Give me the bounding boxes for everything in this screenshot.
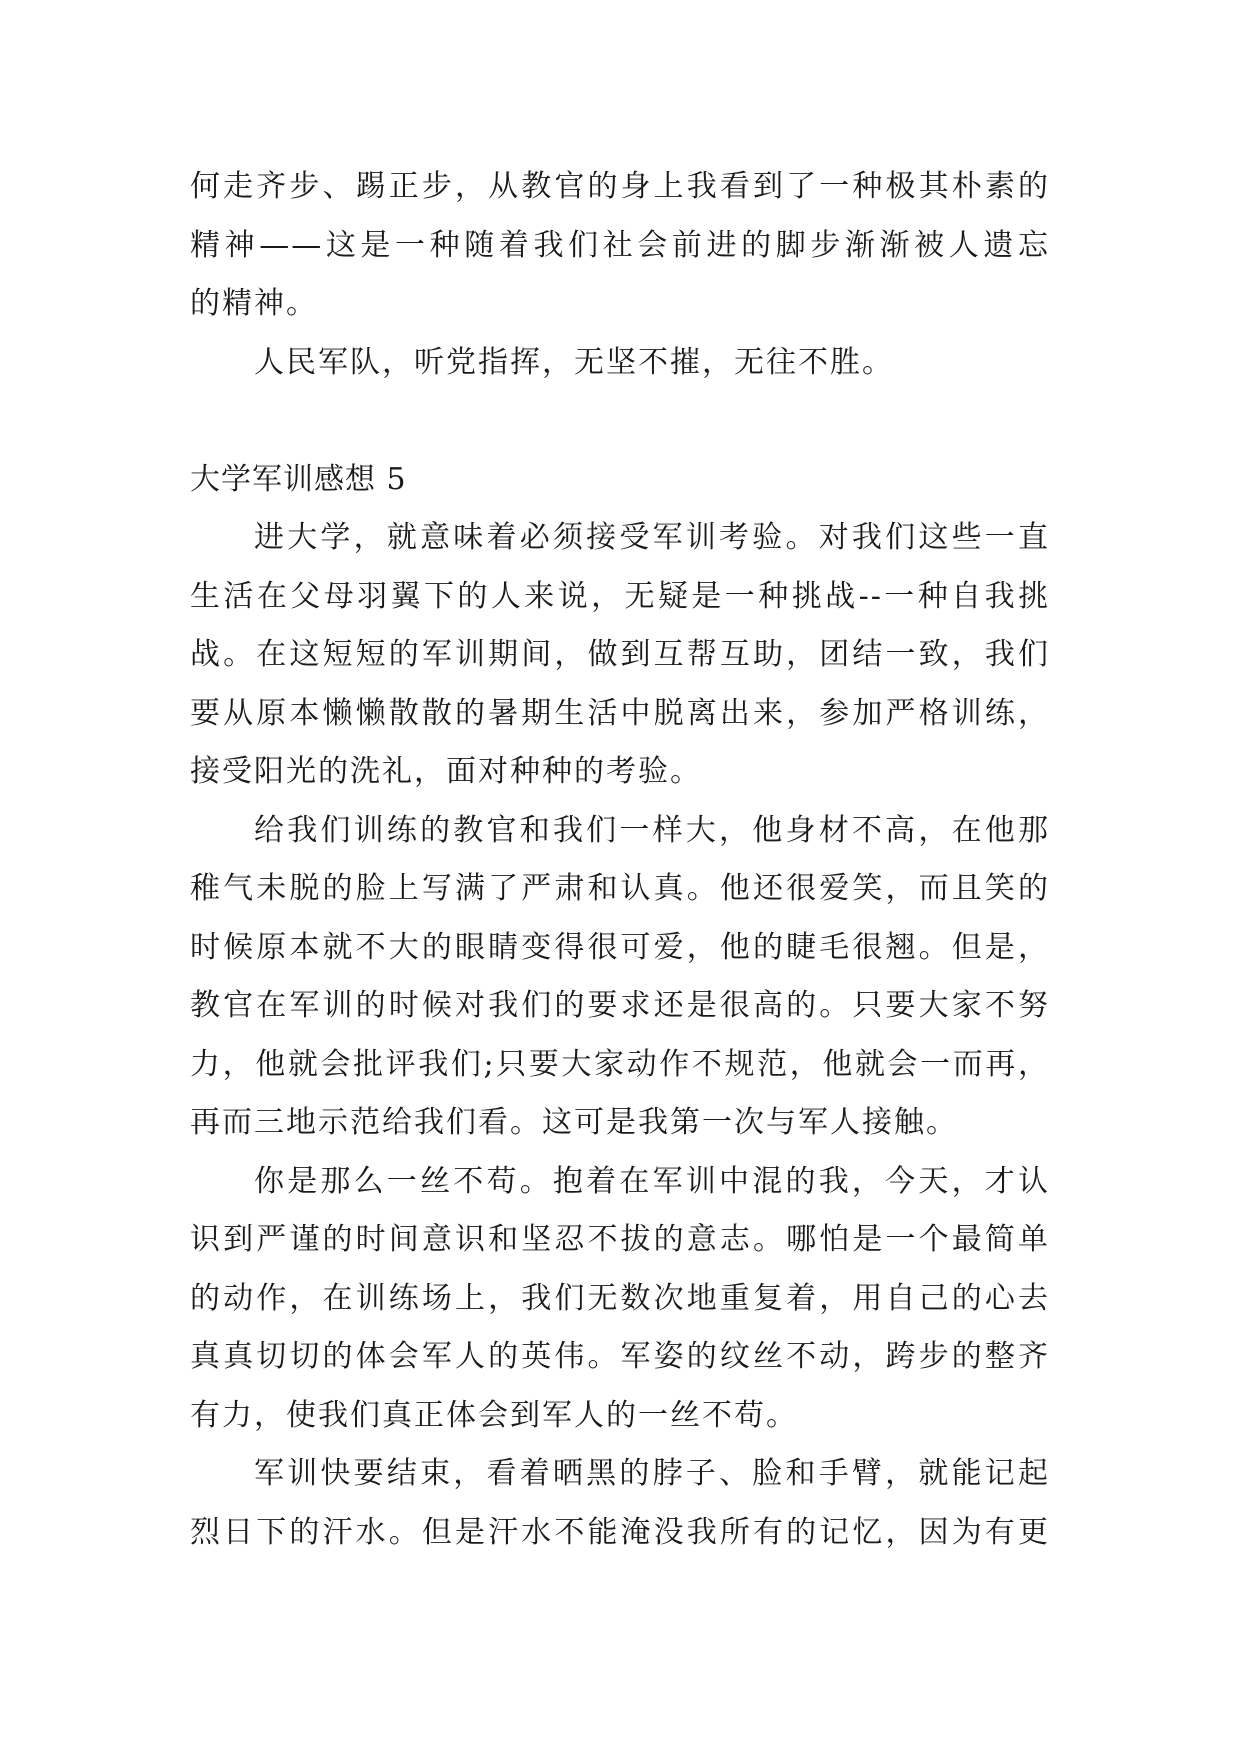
paragraph-4 [190, 1445, 1050, 1562]
text-line: 再而三地示范给我们看。这可是我第一次与军人接触。 [190, 1105, 958, 1140]
paragraph-3 [190, 1153, 1050, 1446]
paragraph-2 [190, 802, 1050, 1153]
text-line: 稚气未脱的脸上写满了严肃和认真。他还很爱笑，而且笑的 [190, 871, 1050, 906]
text-line: 战。在这短短的军训期间，做到互帮互助，团结一致，我们 [190, 637, 1050, 672]
text-line: 生活在父母羽翼下的人来说，无疑是一种挑战--一种自我挑 [190, 578, 1050, 614]
section-spacer [190, 392, 1050, 451]
text-line: 给我们训练的教官和我们一样大，他身材不高，在他那 [254, 812, 1050, 848]
text-line: 接受阳光的洗礼，面对种种的考验。 [190, 754, 702, 789]
opening-paragraph [190, 158, 1050, 334]
text-line: 识到严谨的时间意识和坚忍不拔的意志。哪怕是一个最简单 [190, 1222, 1050, 1257]
text-line: 真真切切的体会军人的英伟。军姿的纹丝不动，跨步的整齐 [190, 1339, 1050, 1374]
text-line: 的动作，在训练场上，我们无数次地重复着，用自己的心去 [190, 1280, 1050, 1316]
text-line: 有力，使我们真正体会到军人的一丝不苟。 [190, 1397, 798, 1433]
text-line: 时候原本就不大的眼睛变得很可爱，他的睫毛很翘。但是， [190, 929, 1050, 965]
text-line: 军训快要结束，看着晒黑的脖子、脸和手臂，就能记起 [254, 1456, 1050, 1491]
paragraph-1 [190, 509, 1050, 802]
text-line: 烈日下的汗水。但是汗水不能淹没我所有的记忆，因为有更 [190, 1514, 1050, 1550]
section-title: 大学军训感想 5 [190, 461, 407, 497]
text-line: 精神——这是一种随着我们社会前进的脚步渐渐被人遗忘 [190, 227, 1050, 263]
motto-line: 人民军队，听党指挥，无坚不摧，无往不胜。 [254, 344, 894, 380]
text-line: 何走齐步、踢正步，从教官的身上我看到了一种极其朴素的 [190, 169, 1050, 204]
text-line: 教官在军训的时候对我们的要求还是很高的。只要大家不努 [190, 988, 1050, 1023]
document-body [190, 158, 1050, 1562]
text-line: 进大学，就意味着必须接受军训考验。对我们这些一直 [254, 520, 1050, 555]
text-line: 要从原本懒懒散散的暑期生活中脱离出来，参加严格训练， [190, 695, 1050, 731]
text-line: 的精神。 [190, 286, 318, 321]
text-line: 力，他就会批评我们;只要大家动作不规范，他就会一而再， [190, 1046, 1050, 1082]
text-line: 你是那么一丝不苟。抱着在军训中混的我，今天，才认 [254, 1163, 1050, 1199]
